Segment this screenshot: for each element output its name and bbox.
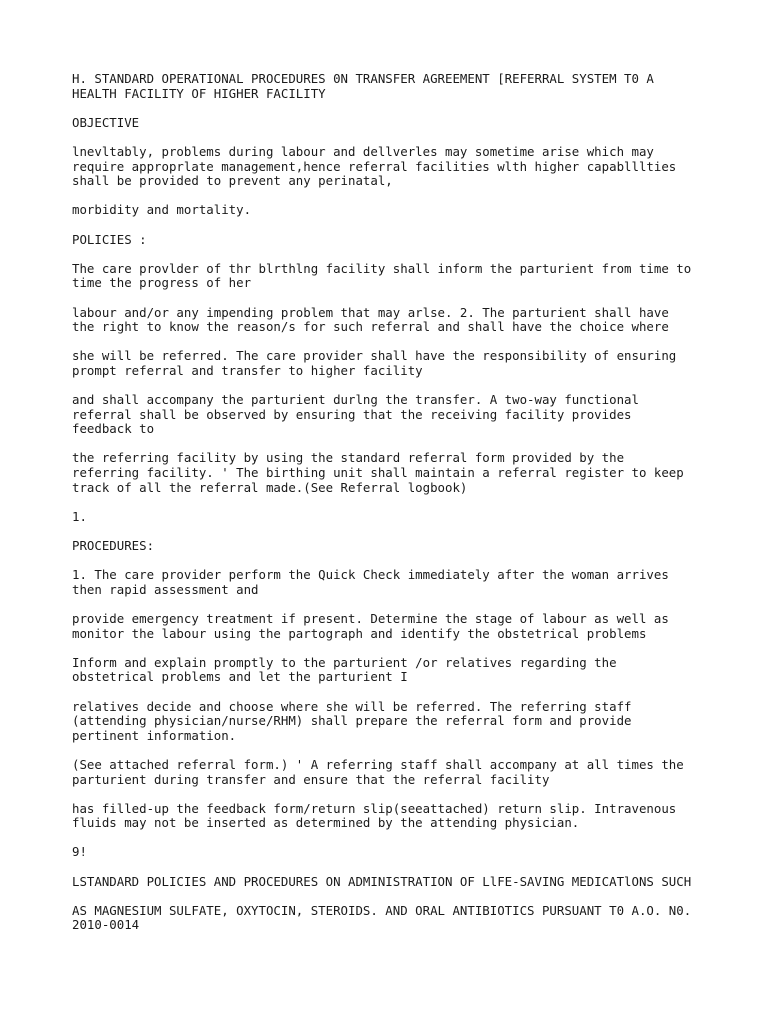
body-paragraph: Inform and explain promptly to the parturient /or relatives regarding the obstetrical problems and let the parturient I (72, 654, 617, 685)
document-page (72, 72, 712, 948)
objective-heading: OBJECTIVE (72, 114, 140, 130)
body-paragraph: labour and/or any impending problem that may arlse. 2. The parturient shall have the right to know the reason/s for such referral and shall have the choice where (72, 304, 669, 335)
list-marker: 1. (72, 508, 87, 524)
body-paragraph: and shall accompany the parturient durlng the transfer. A two-way functional referral shall be observed by ensuring that the receiving facility provides feedback to (72, 392, 639, 437)
body-paragraph: lnevltably, problems during labour and dellverles may sometime arise which may require approprlate management,hence referral facilities wlth higher capablllties shall be provided to prevent any perinatal, (72, 143, 677, 189)
body-paragraph: (See attached referral form.) ' A referring staff shall accompany at all times the parturient during transfer and ensure that the referral facility (72, 756, 684, 787)
section-heading-continued: AS MAGNESIUM SULFATE, OXYTOCIN, STEROIDS. AND ORAL ANTIBIOTICS PURSUANT T0 A.O. N0. 2010-0014 (72, 902, 692, 933)
body-paragraph: provide emergency treatment if present. Determine the stage of labour as well as monitor the labour using the partograph and identify the obstetrical problems (72, 610, 669, 641)
section-heading: LSTANDARD POLICIES AND PROCEDURES ON ADMINISTRATION OF LlFE-SAVING MEDICATlONS SUCH (72, 873, 692, 889)
body-paragraph: the referring facility by using the standard referral form provided by the referring facility. ' The birthing unit shall maintain a referral register to keep track of all the referral made.(See Referral logbook) (72, 450, 684, 495)
body-paragraph: relatives decide and choose where she will be referred. The referring staff (attending physician/nurse/RHM) shall prepare the referral form and provide pertinent information. (72, 698, 632, 743)
body-paragraph: 1. The care provider perform the Quick Check immediately after the woman arrives then rapid assessment and (72, 567, 669, 597)
policies-heading: POLICIES : (72, 231, 147, 247)
section-heading: H. STANDARD OPERATIONAL PROCEDURES 0N TRANSFER AGREEMENT [REFERRAL SYSTEM T0 A HEALTH FACILITY OF HIGHER FACILITY (72, 71, 654, 101)
procedures-heading: PROCEDURES: (72, 538, 155, 553)
body-paragraph: morbidity and mortality. (72, 202, 252, 218)
page-marker: 9! (72, 844, 87, 860)
body-paragraph: The care provlder of thr blrthlng facility shall inform the parturient from time to time the progress of her (72, 260, 692, 291)
body-paragraph: she will be referred. The care provider shall have the responsibility of ensuring prompt referral and transfer to higher facility (72, 348, 677, 378)
body-paragraph: has filled-up the feedback form/return slip(seeattached) return slip. Intravenous fluids may not be inserted as determined by the attending physician. (72, 800, 677, 831)
